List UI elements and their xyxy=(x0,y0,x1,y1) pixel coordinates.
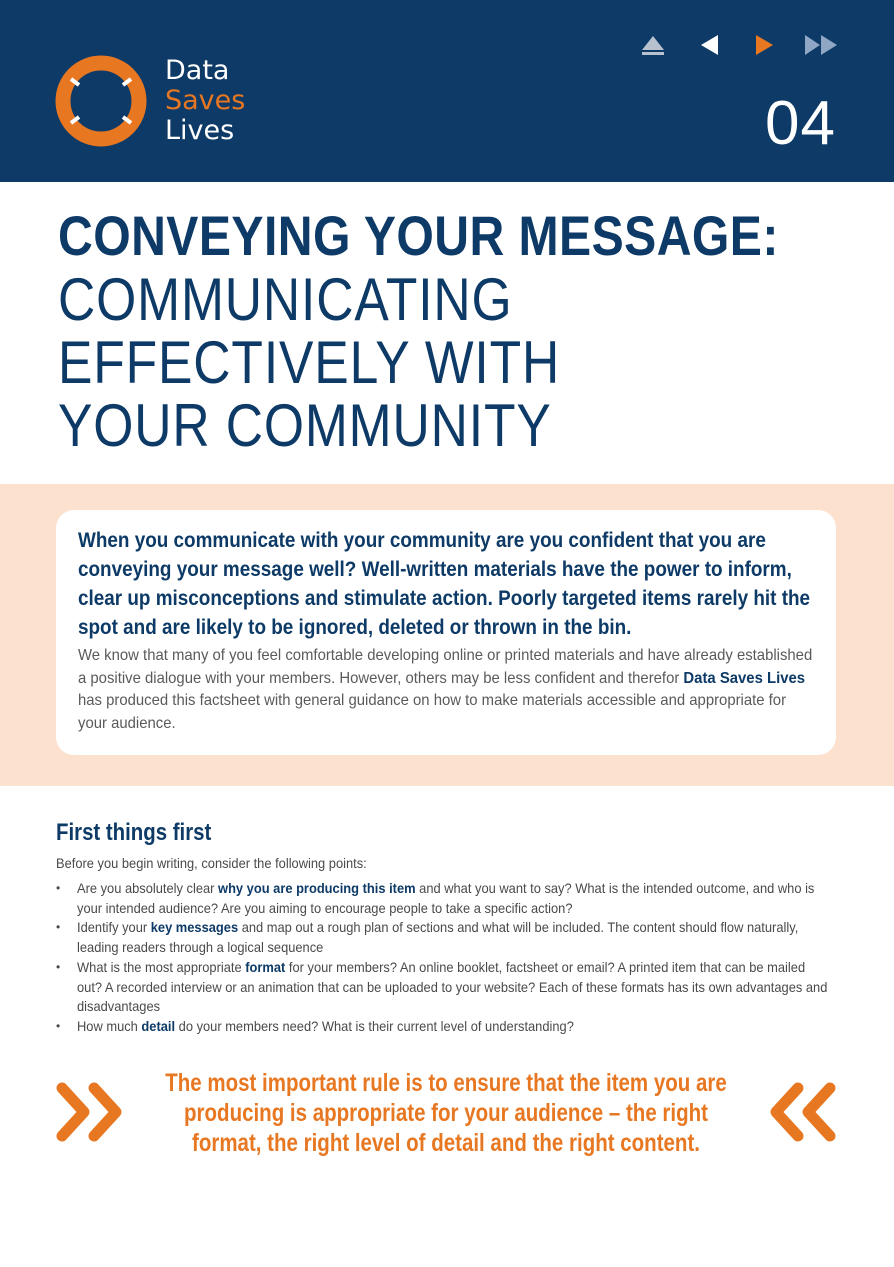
page-title xyxy=(58,204,858,457)
callout-line-2: producing is appropriate for your audience – the right xyxy=(184,1099,708,1127)
section-heading: First things first xyxy=(56,819,212,846)
page-navigation xyxy=(636,30,838,60)
double-chevron-left-icon xyxy=(766,1082,836,1142)
intro-body-text xyxy=(78,645,813,735)
double-chevron-right-icon xyxy=(56,1082,126,1142)
list-item xyxy=(56,1017,836,1037)
page-number: 04 xyxy=(765,89,836,158)
title-line-3: EFFECTIVELY WITH xyxy=(58,329,561,396)
eject-icon xyxy=(641,33,665,57)
intro-card xyxy=(56,510,836,755)
fast-forward-icon xyxy=(804,34,838,56)
logo-wordmark xyxy=(165,56,245,146)
key-rule-callout xyxy=(56,1068,836,1158)
bullet-text: and what you want to say? What is the intended outcome, and who is your intended audience? Are you aiming to encourage people to take a specific action? xyxy=(77,880,815,916)
previous-page-button[interactable] xyxy=(692,30,726,60)
next-page-button[interactable] xyxy=(748,30,782,60)
checklist xyxy=(56,879,836,1037)
callout-line-1: The most important rule is to ensure that the item you are xyxy=(165,1069,727,1097)
logo-line-data: Data xyxy=(165,55,230,86)
bullet-text: Are you absolutely clear xyxy=(77,880,219,896)
first-page-button[interactable] xyxy=(636,30,670,60)
header-banner xyxy=(0,0,894,182)
intro-body-brand: Data Saves Lives xyxy=(683,669,806,687)
bullet-text: for your members? An online booklet, factsheet or email? A printed item that can be mailed out? A recorded interview or an animation that can be uploaded to your website? Each of these formats has its own advantages and disadvantages xyxy=(77,958,828,1015)
callout-line-3: format, the right level of detail and the right content. xyxy=(192,1129,700,1157)
logo-line-lives: Lives xyxy=(165,115,235,146)
bullet-text: do your members need? What is their current level of understanding? xyxy=(175,1017,574,1034)
last-page-button[interactable] xyxy=(804,30,838,60)
lifebuoy-logo-icon xyxy=(55,55,147,147)
intro-body-end: has produced this factsheet with general guidance on how to make materials accessible and appropriate for your audience. xyxy=(78,692,787,732)
title-line-bold: CONVEYING YOUR MESSAGE: xyxy=(58,204,779,267)
triangle-right-icon xyxy=(755,34,775,56)
bullet-text: and map out a rough plan of sections and what will be included. The content should flow naturally, leading readers through a logical sequence xyxy=(77,919,799,956)
intro-body-start: We know that many of you feel comfortable developing online or printed materials and have already established a positive dialogue with your members. However, others may be less confident and therefor xyxy=(78,647,813,687)
bullet-text: How much xyxy=(77,1017,142,1034)
first-things-first-section xyxy=(56,818,836,1037)
title-line-2: COMMUNICATING xyxy=(58,266,513,333)
logo-line-saves: Saves xyxy=(165,85,246,116)
callout-text xyxy=(136,1068,756,1158)
list-item xyxy=(56,879,836,918)
triangle-left-icon xyxy=(699,34,719,56)
intro-lead-text: When you communicate with your community are you confident that you are conveying your message well? Well-written materials have the power to inform, clear up misconceptions and stimulate action. Poorly targeted items rarely hit the spot and are likely to be ignored, deleted or thrown in the bin. xyxy=(78,529,811,639)
bullet-keyword: key messages xyxy=(150,919,239,936)
title-line-4: YOUR COMMUNITY xyxy=(58,392,552,459)
section-lead: Before you begin writing, consider the following points: xyxy=(56,855,367,871)
bullet-text: Identify your xyxy=(77,919,151,936)
bullet-keyword: why you are producing this item xyxy=(218,880,416,896)
bullet-keyword: format xyxy=(245,958,286,975)
list-item xyxy=(56,958,836,1017)
bullet-keyword: detail xyxy=(141,1017,176,1034)
list-item xyxy=(56,918,836,957)
bullet-text: What is the most appropriate xyxy=(77,958,246,975)
